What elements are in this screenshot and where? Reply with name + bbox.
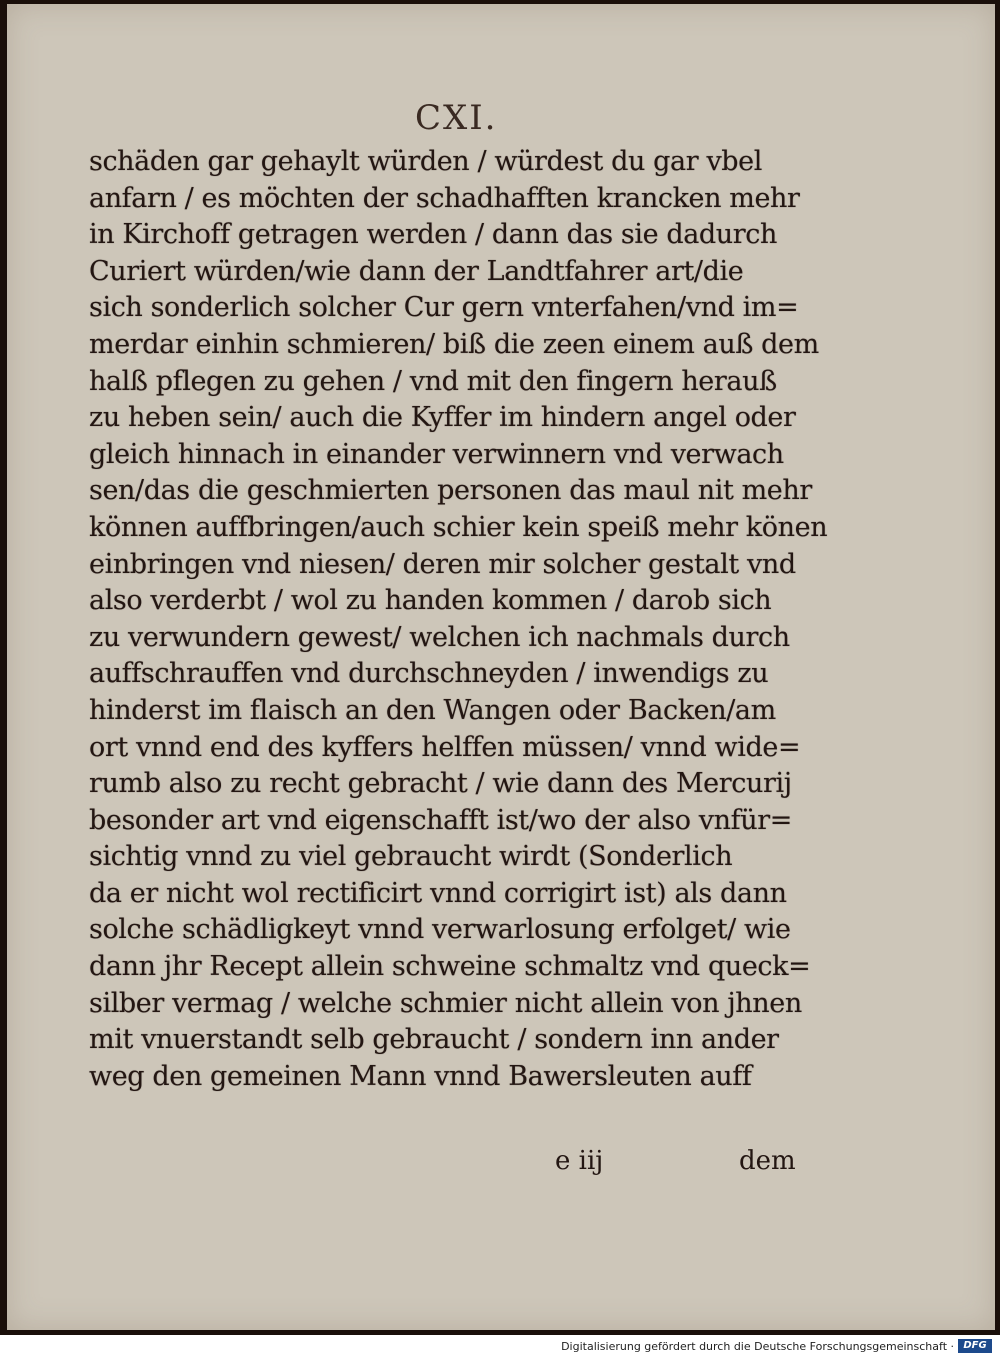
text-line: gleich hinnach in einander verwinnern vnd verwach (89, 438, 784, 470)
dfg-logo: DFG (958, 1339, 992, 1353)
text-line: halß pflegen zu gehen / vnd mit den fingern herauß (89, 365, 777, 397)
document-page (7, 4, 995, 1330)
text-line: in Kirchoff getragen werden / dann das sie dadurch (89, 219, 777, 251)
text-line: silber vermag / welche schmier nicht allein von jhnen (89, 987, 802, 1019)
text-line: weg den gemeinen Mann vnnd Bawersleuten auff (89, 1060, 752, 1092)
text-line: da er nicht wol rectificirt vnnd corrigirt ist) als dann (89, 877, 787, 909)
text-line: solche schädligkeyt vnnd verwarlosung erfolget/ wie (89, 914, 791, 946)
text-line: zu verwundern gewest/ welchen ich nachmals durch (89, 621, 790, 653)
text-line: rumb also zu recht gebracht / wie dann des Mercurij (89, 768, 792, 800)
catchword: dem (739, 1146, 796, 1176)
signature-mark: e iij (555, 1146, 604, 1176)
text-line: sich sonderlich solcher Cur gern vnterfahen/vnd im= (89, 292, 799, 324)
page-number: CXI. (415, 98, 498, 138)
text-line: anfarn / es möchten der schadhafften krancken mehr (89, 182, 800, 214)
body-text (89, 144, 829, 1095)
text-line: einbringen vnd niesen/ deren mir solcher gestalt vnd (89, 548, 796, 580)
text-line: auffschrauffen vnd durchschneyden / inwendigs zu (89, 658, 769, 690)
footer-bar (0, 1335, 1000, 1358)
text-line: also verderbt / wol zu handen kommen / darob sich (89, 585, 772, 617)
text-line: besonder art vnd eigenschafft ist/wo der also vnfür= (89, 804, 792, 836)
text-line: ort vnnd end des kyffers helffen müssen/ vnnd wide= (89, 731, 801, 763)
text-line: sichtig vnnd zu viel gebraucht wirdt (Sonderlich (89, 841, 733, 873)
text-line: sen/das die geschmierten personen das maul nit mehr (89, 475, 812, 507)
text-line: dann jhr Recept allein schweine schmaltz vnd queck= (89, 951, 811, 983)
text-line: mit vnuerstandt selb gebraucht / sondern inn ander (89, 1024, 779, 1056)
text-line: schäden gar gehaylt würden / würdest du gar vbel (89, 146, 762, 177)
text-line: können auffbringen/auch schier kein speiß mehr könen (89, 511, 828, 543)
funding-credit: Digitalisierung gefördert durch die Deutsche Forschungsgemeinschaft · (561, 1340, 954, 1353)
text-line: hinderst im flaisch an den Wangen oder Backen/am (89, 694, 776, 726)
text-line: zu heben sein/ auch die Kyffer im hindern angel oder (89, 402, 796, 434)
text-line: merdar einhin schmieren/ biß die zeen einem auß dem (89, 328, 819, 360)
text-line: Curiert würden/wie dann der Landtfahrer art/die (89, 255, 744, 287)
